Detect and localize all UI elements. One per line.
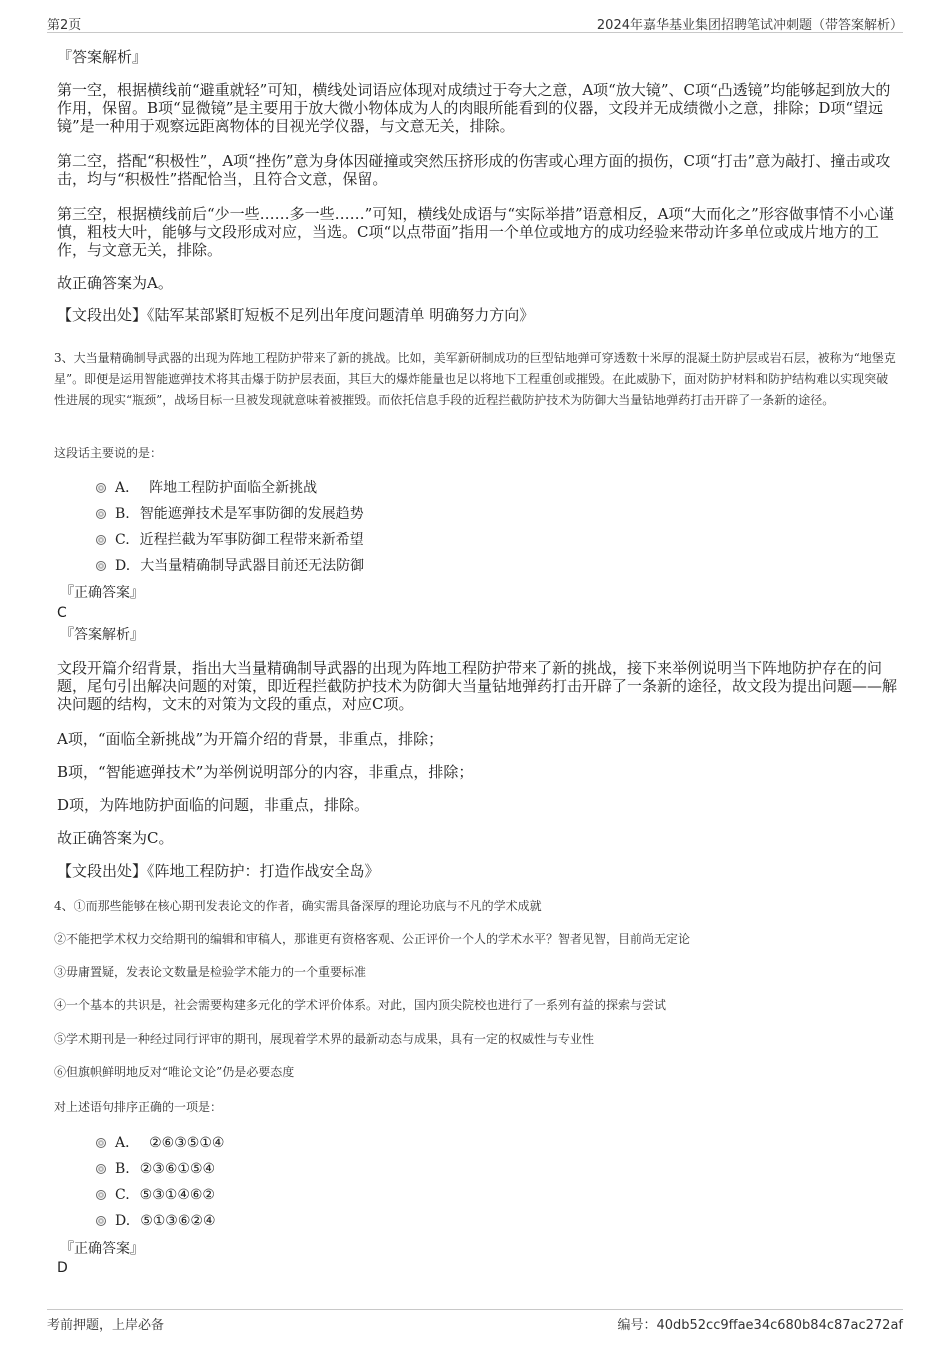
option-key: B.: [115, 1161, 130, 1177]
radio-icon[interactable]: [96, 483, 106, 493]
option-text: ⑤①③⑥②④: [140, 1213, 216, 1229]
option-text: 阵地工程防护面临全新挑战: [149, 480, 318, 496]
footer-slogan: 考前押题，上岸必备: [47, 1318, 165, 1333]
radio-icon[interactable]: [96, 1216, 106, 1226]
option-key: D.: [115, 1213, 131, 1229]
q2-analysis-p3: 第三空，根据横线前后“少一些……多一些……”可知，横线处成语与“实际举措”语意相反，A项“大而化之”形容做事情不小心谨慎，粗枝大叶，能够与文段形成对应，当选。C项“以点带面”指用一个单位或地方的成功经验来带动许多单位或成片地方的工作，与文意无关，排除。: [57, 205, 894, 259]
page-number: 第2页: [47, 18, 82, 33]
option-text: ⑤③①④⑥②: [139, 1187, 215, 1203]
radio-icon[interactable]: [96, 561, 106, 571]
q4-option-d[interactable]: [96, 1212, 216, 1230]
q3-answer: C: [57, 605, 67, 621]
page-footer: [47, 1309, 903, 1333]
option-key: D.: [115, 558, 131, 574]
q4-sentence-2: ②不能把学术权力交给期刊的编辑和审稿人，那谁更有资格客观、公正评价一个人的学术水平？智者见智，目前尚无定论: [54, 932, 691, 946]
option-text: 近程拦截为军事防御工程带来新希望: [139, 532, 364, 548]
q3-option-c[interactable]: [96, 531, 364, 549]
document-id: 编号：40db52cc9ffae34c680b84c87ac272af: [617, 1318, 903, 1333]
radio-icon[interactable]: [96, 535, 106, 545]
q4-sentence-6: ⑥但旗帜鲜明地反对“唯论文论”仍是必要态度: [54, 1065, 295, 1079]
option-key: A．: [115, 1135, 140, 1151]
q3-analysis-b: B项，“智能遮弹技术”为举例说明部分的内容，非重点，排除；: [57, 763, 474, 781]
option-text: 智能遮弹技术是军事防御的发展趋势: [139, 506, 364, 522]
q3-prompt: 这段话主要说的是：: [54, 446, 163, 460]
q4-sentence-5: ⑤学术期刊是一种经过同行评审的期刊，展现着学术界的最新动态与成果，具有一定的权威性与专业性: [54, 1032, 595, 1046]
q3-option-d[interactable]: [96, 557, 364, 575]
q4-option-c[interactable]: [96, 1186, 215, 1204]
q3-analysis-label: 『答案解析』: [60, 627, 144, 643]
document-title: 2024年嘉华基业集团招聘笔试冲刺题（带答案解析）: [596, 18, 903, 33]
q3-option-a[interactable]: [96, 479, 317, 497]
option-key: A．: [115, 480, 140, 496]
q3-option-b[interactable]: [96, 505, 364, 523]
radio-icon[interactable]: [96, 1164, 106, 1174]
option-key: B.: [115, 506, 130, 522]
q3-answer-label: 『正确答案』: [60, 585, 144, 601]
option-text: ②⑥③⑤①④: [149, 1135, 225, 1151]
option-text: ②③⑥①⑤④: [139, 1161, 216, 1177]
radio-icon[interactable]: [96, 1190, 106, 1200]
q4-sentence-4: ④一个基本的共识是，社会需要构建多元化的学术评价体系。对此，国内顶尖院校也进行了一系列有益的探索与尝试: [54, 998, 667, 1012]
option-key: C.: [115, 1187, 130, 1203]
q3-conclusion: 故正确答案为C。: [57, 829, 174, 847]
q3-analysis-d: D项，为阵地防护面临的问题，非重点，排除。: [57, 796, 370, 814]
q3-source: 【文段出处】《阵地工程防护：打造作战安全岛》: [57, 862, 380, 880]
radio-icon[interactable]: [96, 1138, 106, 1148]
option-key: C.: [115, 532, 130, 548]
q2-analysis-p1: 第一空，根据横线前“避重就轻”可知，横线处词语应体现对成绩过于夸大之意，A项“放大镜”、C项“凸透镜”均能够起到放大的作用，保留。B项“显微镜”是主要用于放大微小物体成为人的肉眼所能看到的仪器，文段并无成绩微小之意，排除；D项“望远镜”是一种用于观察远距离物体的目视光学仪器，与文意无关，排除。: [57, 81, 891, 135]
q3-analysis-a: A项，“面临全新挑战”为开篇介绍的背景，非重点，排除；: [57, 730, 444, 748]
option-text: 大当量精确制导武器目前还无法防御: [140, 558, 365, 574]
q4-answer: D: [57, 1260, 68, 1276]
q2-conclusion: 故正确答案为A。: [57, 274, 173, 292]
q3-analysis-p1: 文段开篇介绍背景，指出大当量精确制导武器的出现为阵地工程防护带来了新的挑战，接下来举例说明当下阵地防护存在的问题，尾句引出解决问题的对策，即近程拦截防护技术为防御大当量钻地弹药打击开辟了一条新的途径，故文段为提出问题——解决问题的结构，文末的对策为文段的重点，对应C项。: [57, 659, 898, 713]
q4-answer-label: 『正确答案』: [60, 1241, 144, 1257]
q4-option-b[interactable]: [96, 1160, 215, 1178]
q4-prompt: 对上述语句排序正确的一项是：: [54, 1100, 223, 1114]
q4-option-a[interactable]: [96, 1134, 224, 1152]
page-header: [47, 12, 903, 33]
q2-source: 【文段出处】《陆军某部紧盯短板不足列出年度问题清单 明确努力方向》: [57, 306, 535, 324]
q3-stem: 3、大当量精确制导武器的出现为阵地工程防护带来了新的挑战。比如，美军新研制成功的巨型钻地弹可穿透数十米厚的混凝土防护层或岩石层，被称为“地堡克星”。即便是运用智能遮弹技术将其击爆于防护层表面，其巨大的爆炸能量也足以将地下工程重创或摧毁。在此威胁下，面对防护材料和防护结构难以实现突破性进展的现实“瓶颈”，战场目标一旦被发现就意味着被摧毁。而依托信息手段的近程拦截防护技术为防御大当量钻地弹药打击开辟了一条新的途径。: [54, 351, 896, 407]
q4-sentence-1: 4、①而那些能够在核心期刊发表论文的作者，确实需具备深厚的理论功底与不凡的学术成就: [54, 899, 542, 913]
q2-analysis-label: 『答案解析』: [57, 48, 148, 66]
q2-analysis-p2: 第二空，搭配“积极性”，A项“挫伤”意为身体因碰撞或突然压挤形成的伤害或心理方面的损伤，C项“打击”意为敲打、撞击或攻击，均与“积极性”搭配恰当，且符合文意，保留。: [57, 152, 891, 188]
radio-icon[interactable]: [96, 509, 106, 519]
q4-sentence-3: ③毋庸置疑，发表论文数量是检验学术能力的一个重要标准: [54, 965, 367, 979]
